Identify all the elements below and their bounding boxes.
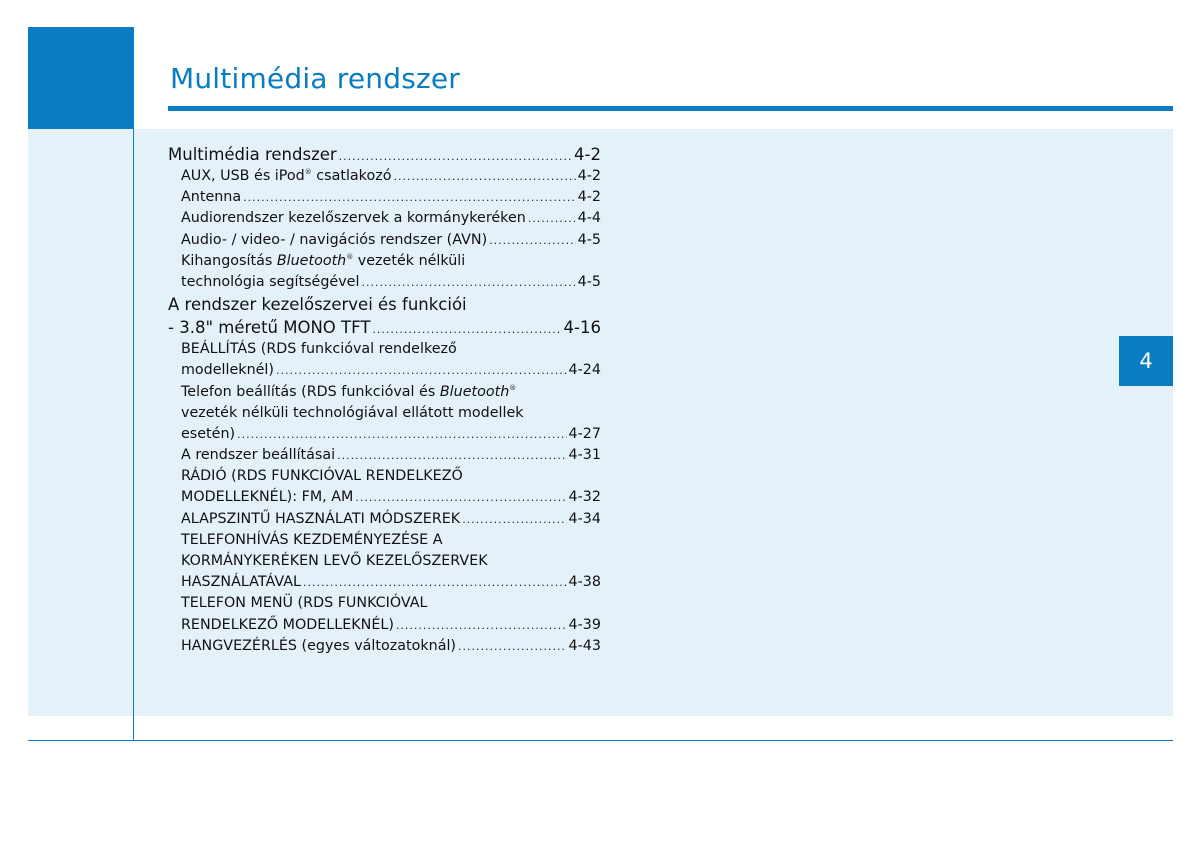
toc-line: [168, 230, 601, 251]
toc-line: [168, 551, 601, 572]
dot-leader: [337, 445, 566, 466]
toc-entry-title: A rendszer beállításai: [181, 447, 336, 464]
toc-line: [168, 339, 601, 360]
dot-leader: [393, 166, 575, 187]
toc-line: [168, 293, 601, 316]
toc-entry-title: esetén): [181, 425, 236, 442]
dot-leader: [458, 636, 567, 657]
toc-line: [168, 382, 601, 403]
toc-line: [168, 593, 601, 614]
page-title: Multimédia rendszer: [170, 62, 461, 95]
dot-leader: [361, 272, 575, 293]
dot-leader: [276, 360, 567, 381]
toc-page-number: 4-2: [577, 168, 601, 184]
toc-entry-title: modelleknél): [181, 362, 274, 379]
toc-line: [168, 143, 601, 166]
toc-line: [168, 187, 601, 208]
toc-entry-title: Antenna: [181, 189, 242, 206]
toc-entry-title: - 3.8" méretű MONO TFT: [168, 318, 371, 338]
dot-leader: [528, 208, 576, 229]
toc-entry[interactable]: [168, 143, 601, 166]
toc-line: [168, 360, 601, 381]
toc-page-number: 4-2: [577, 189, 601, 206]
toc-entry-title: AUX, USB és iPod® csatlakozó: [181, 168, 392, 184]
toc-entry-title: Audiorendszer kezelőszervek a kormánykeréken: [181, 210, 526, 227]
toc-entry[interactable]: [168, 466, 601, 508]
toc-entry[interactable]: [168, 208, 601, 229]
toc-entry-title: ALAPSZINTŰ HASZNÁLATI MÓDSZEREK: [181, 510, 461, 527]
toc-line: [168, 530, 601, 551]
dot-leader: [489, 230, 575, 251]
dot-leader: [243, 187, 576, 208]
toc-line: [168, 403, 601, 424]
toc-entry[interactable]: [168, 339, 601, 381]
toc-page-number: 4-16: [563, 318, 601, 338]
toc-entry-title: Multimédia rendszer: [168, 145, 337, 164]
toc-entry[interactable]: [168, 166, 601, 187]
toc-page-number: 4-2: [574, 145, 601, 164]
toc-entry[interactable]: [168, 251, 601, 293]
dot-leader: [462, 509, 566, 530]
dot-leader: [339, 145, 572, 168]
toc-line: [168, 572, 601, 593]
toc-entry[interactable]: [168, 445, 601, 466]
toc-page-number: 4-4: [577, 210, 601, 227]
toc-entry-title: technológia segítségével: [181, 273, 360, 290]
margin-divider: [133, 129, 134, 741]
toc-entry[interactable]: [168, 230, 601, 251]
toc-page-number: 4-31: [568, 447, 601, 464]
toc-entry-title: KORMÁNYKERÉKEN LEVŐ KEZELŐSZERVEK: [181, 553, 488, 569]
chapter-color-block: [28, 27, 134, 129]
toc-entry-title: RENDELKEZŐ MODELLEKNÉL): [181, 616, 394, 633]
toc-line: [168, 166, 601, 187]
toc-line: [168, 272, 601, 293]
toc-page-number: 4-39: [568, 616, 601, 633]
dot-leader: [237, 424, 566, 445]
chapter-tab[interactable]: 4: [1119, 336, 1173, 386]
toc-entry[interactable]: [168, 382, 601, 446]
toc-page-number: 4-5: [577, 273, 601, 290]
toc-page-number: 4-5: [577, 231, 601, 248]
toc-entry[interactable]: [168, 509, 601, 530]
dot-leader: [355, 487, 566, 508]
table-of-contents: [168, 143, 601, 657]
toc-entry-title: TELEFONHÍVÁS KEZDEMÉNYEZÉSE A: [181, 531, 443, 548]
toc-line: [168, 424, 601, 445]
toc-line: [168, 445, 601, 466]
dot-leader: [372, 318, 561, 341]
toc-page-number: 4-24: [568, 362, 601, 379]
toc-entry-title: BEÁLLÍTÁS (RDS funkcióval rendelkező: [181, 341, 457, 358]
toc-entry-title: HASZNÁLATÁVAL: [181, 574, 301, 591]
toc-entry[interactable]: [168, 293, 601, 339]
toc-entry-title: HANGVEZÉRLÉS (egyes változatoknál): [181, 637, 457, 654]
toc-entry-title: TELEFON MENÜ (RDS FUNKCIÓVAL: [181, 595, 428, 612]
toc-entry-title: Kihangosítás Bluetooth® vezeték nélküli: [181, 252, 466, 269]
toc-entry-title: A rendszer kezelőszervei és funkciói: [168, 295, 467, 315]
toc-entry-title: MODELLEKNÉL): FM, AM: [181, 489, 354, 506]
toc-entry-title: vezeték nélküli technológiával ellátott modellek: [181, 404, 524, 421]
toc-page-number: 4-43: [568, 637, 601, 654]
toc-entry[interactable]: [168, 636, 601, 657]
toc-entry[interactable]: [168, 593, 601, 635]
toc-entry[interactable]: [168, 187, 601, 208]
footer-rule: [28, 740, 1173, 741]
toc-page-number: 4-27: [568, 425, 601, 442]
toc-entry[interactable]: [168, 530, 601, 594]
toc-line: [168, 509, 601, 530]
toc-line: [168, 636, 601, 657]
toc-entry-title: Audio- / video- / navigációs rendszer (AVN): [181, 231, 488, 248]
toc-entry-title: Telefon beállítás (RDS funkcióval és Bluetooth®: [181, 383, 517, 400]
toc-line: [168, 251, 601, 272]
toc-line: [168, 615, 601, 636]
toc-line: [168, 466, 601, 487]
toc-line: [168, 316, 601, 339]
toc-entry-title: RÁDIÓ (RDS FUNKCIÓVAL RENDELKEZŐ: [181, 468, 463, 485]
toc-line: [168, 487, 601, 508]
toc-page-number: 4-34: [568, 510, 601, 527]
toc-page-number: 4-38: [568, 574, 601, 591]
dot-leader: [303, 572, 567, 593]
toc-page-number: 4-32: [568, 489, 601, 506]
toc-line: [168, 208, 601, 229]
dot-leader: [396, 615, 567, 636]
title-underline: [168, 106, 1173, 111]
